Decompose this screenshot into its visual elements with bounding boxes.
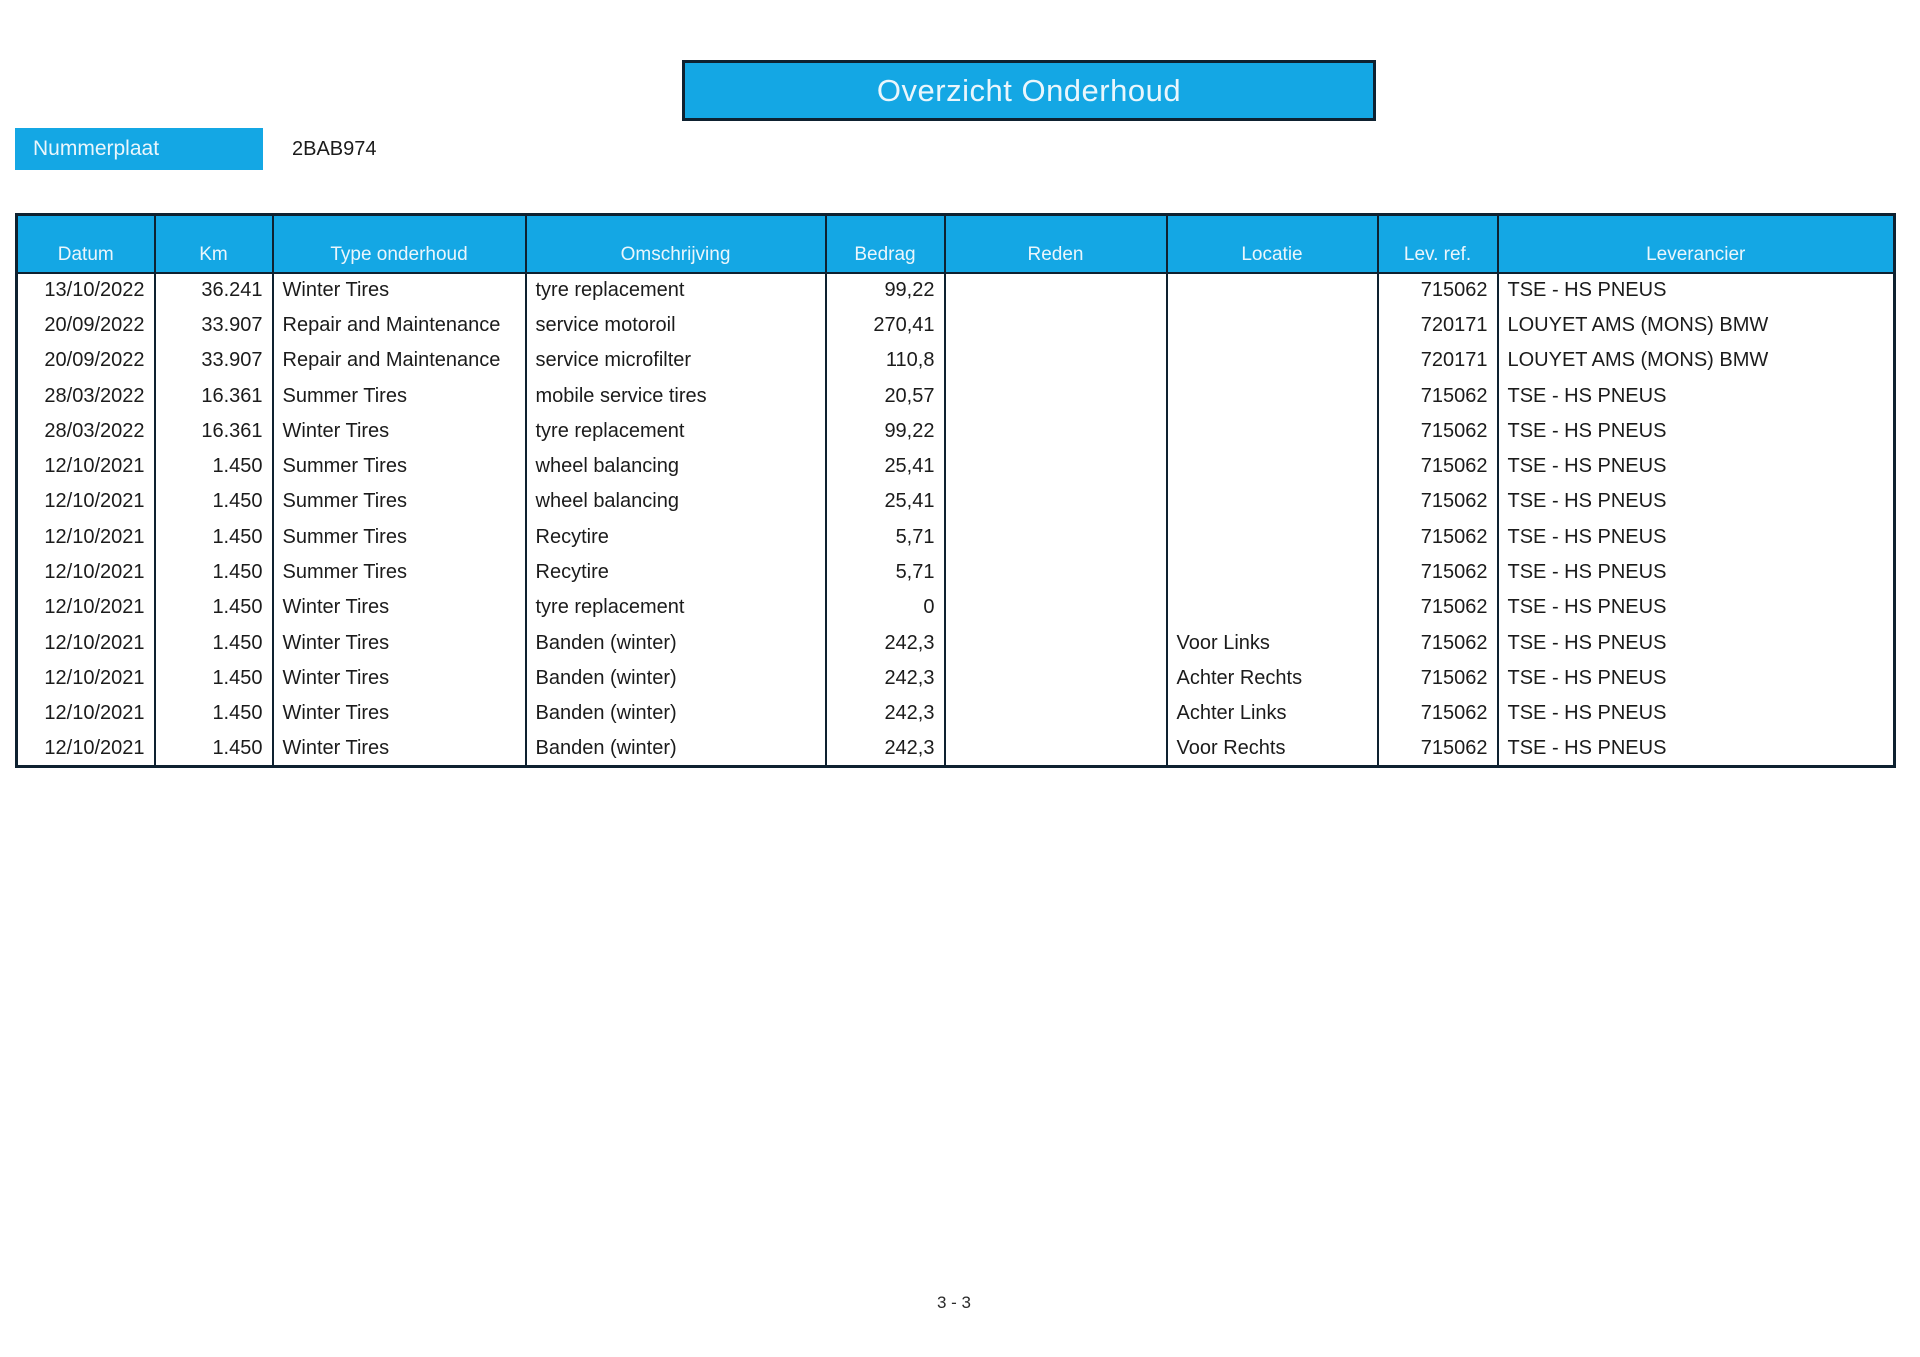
table-row: [17, 696, 1895, 731]
cell-leverancier: TSE - HS PNEUS: [1498, 414, 1895, 449]
cell-type: Winter Tires: [273, 590, 526, 625]
table-row: [17, 520, 1895, 555]
cell-omschrijving: Recytire: [526, 520, 826, 555]
cell-omschrijving: mobile service tires: [526, 378, 826, 413]
cell-type: Winter Tires: [273, 696, 526, 731]
cell-datum: 12/10/2021: [17, 590, 155, 625]
cell-type: Winter Tires: [273, 273, 526, 308]
cell-reden: [945, 484, 1167, 519]
table-body: [17, 273, 1895, 767]
cell-lev_ref: 715062: [1378, 696, 1498, 731]
license-plate-label-text: Nummerplaat: [33, 137, 160, 160]
cell-omschrijving: wheel balancing: [526, 449, 826, 484]
cell-bedrag: 242,3: [826, 696, 945, 731]
cell-locatie: [1167, 343, 1378, 378]
cell-bedrag: 242,3: [826, 731, 945, 766]
cell-omschrijving: service motoroil: [526, 308, 826, 343]
cell-datum: 12/10/2021: [17, 731, 155, 766]
cell-locatie: [1167, 555, 1378, 590]
cell-bedrag: 99,22: [826, 414, 945, 449]
cell-bedrag: 242,3: [826, 625, 945, 660]
cell-datum: 20/09/2022: [17, 343, 155, 378]
cell-lev_ref: 715062: [1378, 520, 1498, 555]
cell-reden: [945, 696, 1167, 731]
cell-bedrag: 0: [826, 590, 945, 625]
cell-datum: 28/03/2022: [17, 414, 155, 449]
cell-datum: 12/10/2021: [17, 696, 155, 731]
cell-km: 1.450: [155, 484, 273, 519]
cell-km: 33.907: [155, 308, 273, 343]
cell-reden: [945, 449, 1167, 484]
cell-reden: [945, 590, 1167, 625]
column-header-omschrijving: Omschrijving: [526, 215, 826, 273]
table-row: [17, 555, 1895, 590]
cell-datum: 12/10/2021: [17, 520, 155, 555]
cell-bedrag: 25,41: [826, 449, 945, 484]
cell-leverancier: TSE - HS PNEUS: [1498, 555, 1895, 590]
cell-locatie: [1167, 378, 1378, 413]
cell-datum: 13/10/2022: [17, 273, 155, 308]
license-plate-value: [292, 128, 377, 170]
cell-km: 1.450: [155, 661, 273, 696]
cell-km: 1.450: [155, 555, 273, 590]
cell-bedrag: 110,8: [826, 343, 945, 378]
cell-leverancier: TSE - HS PNEUS: [1498, 378, 1895, 413]
column-header-type: Type onderhoud: [273, 215, 526, 273]
column-header-km: Km: [155, 215, 273, 273]
cell-leverancier: LOUYET AMS (MONS) BMW: [1498, 308, 1895, 343]
table-header-row: [17, 215, 1895, 273]
cell-locatie: [1167, 308, 1378, 343]
license-plate-label: [15, 128, 263, 170]
cell-locatie: [1167, 590, 1378, 625]
page-title: Overzicht Onderhoud: [876, 72, 1182, 108]
cell-lev_ref: 715062: [1378, 625, 1498, 660]
cell-lev_ref: 715062: [1378, 378, 1498, 413]
cell-locatie: Voor Links: [1167, 625, 1378, 660]
cell-leverancier: TSE - HS PNEUS: [1498, 590, 1895, 625]
cell-bedrag: 5,71: [826, 555, 945, 590]
table-row: [17, 273, 1895, 308]
cell-datum: 12/10/2021: [17, 484, 155, 519]
table-row: [17, 590, 1895, 625]
cell-bedrag: 270,41: [826, 308, 945, 343]
cell-leverancier: TSE - HS PNEUS: [1498, 661, 1895, 696]
cell-locatie: [1167, 414, 1378, 449]
cell-km: 1.450: [155, 449, 273, 484]
cell-type: Summer Tires: [273, 520, 526, 555]
cell-bedrag: 5,71: [826, 520, 945, 555]
cell-datum: 12/10/2021: [17, 625, 155, 660]
cell-reden: [945, 661, 1167, 696]
cell-omschrijving: Banden (winter): [526, 661, 826, 696]
cell-reden: [945, 555, 1167, 590]
cell-km: 36.241: [155, 273, 273, 308]
cell-datum: 12/10/2021: [17, 661, 155, 696]
cell-type: Winter Tires: [273, 414, 526, 449]
cell-km: 1.450: [155, 696, 273, 731]
table-row: [17, 308, 1895, 343]
cell-type: Winter Tires: [273, 625, 526, 660]
cell-lev_ref: 715062: [1378, 414, 1498, 449]
table-row: [17, 661, 1895, 696]
cell-locatie: [1167, 273, 1378, 308]
column-header-locatie: Locatie: [1167, 215, 1378, 273]
cell-omschrijving: Recytire: [526, 555, 826, 590]
cell-type: Summer Tires: [273, 484, 526, 519]
cell-reden: [945, 414, 1167, 449]
maintenance-table: [15, 213, 1896, 768]
cell-omschrijving: service microfilter: [526, 343, 826, 378]
cell-reden: [945, 625, 1167, 660]
cell-type: Summer Tires: [273, 555, 526, 590]
cell-reden: [945, 273, 1167, 308]
cell-type: Summer Tires: [273, 449, 526, 484]
table-row: [17, 625, 1895, 660]
cell-reden: [945, 308, 1167, 343]
cell-lev_ref: 715062: [1378, 731, 1498, 766]
cell-datum: 20/09/2022: [17, 308, 155, 343]
cell-km: 1.450: [155, 520, 273, 555]
cell-leverancier: TSE - HS PNEUS: [1498, 625, 1895, 660]
cell-bedrag: 242,3: [826, 661, 945, 696]
cell-leverancier: TSE - HS PNEUS: [1498, 520, 1895, 555]
cell-leverancier: TSE - HS PNEUS: [1498, 484, 1895, 519]
cell-km: 1.450: [155, 590, 273, 625]
cell-km: 33.907: [155, 343, 273, 378]
table-row: [17, 343, 1895, 378]
cell-leverancier: TSE - HS PNEUS: [1498, 731, 1895, 766]
table-row: [17, 378, 1895, 413]
cell-type: Winter Tires: [273, 661, 526, 696]
cell-omschrijving: tyre replacement: [526, 273, 826, 308]
cell-datum: 28/03/2022: [17, 378, 155, 413]
cell-omschrijving: Banden (winter): [526, 731, 826, 766]
cell-leverancier: TSE - HS PNEUS: [1498, 696, 1895, 731]
cell-locatie: Voor Rechts: [1167, 731, 1378, 766]
cell-lev_ref: 715062: [1378, 590, 1498, 625]
cell-locatie: [1167, 484, 1378, 519]
cell-datum: 12/10/2021: [17, 555, 155, 590]
cell-type: Winter Tires: [273, 731, 526, 766]
cell-locatie: [1167, 449, 1378, 484]
cell-km: 16.361: [155, 378, 273, 413]
cell-leverancier: TSE - HS PNEUS: [1498, 273, 1895, 308]
cell-type: Repair and Maintenance: [273, 308, 526, 343]
cell-locatie: Achter Links: [1167, 696, 1378, 731]
cell-bedrag: 20,57: [826, 378, 945, 413]
cell-leverancier: TSE - HS PNEUS: [1498, 449, 1895, 484]
cell-reden: [945, 731, 1167, 766]
column-header-lev_ref: Lev. ref.: [1378, 215, 1498, 273]
cell-km: 16.361: [155, 414, 273, 449]
cell-omschrijving: wheel balancing: [526, 484, 826, 519]
cell-reden: [945, 343, 1167, 378]
cell-reden: [945, 520, 1167, 555]
cell-lev_ref: 715062: [1378, 273, 1498, 308]
column-header-leverancier: Leverancier: [1498, 215, 1895, 273]
cell-omschrijving: tyre replacement: [526, 414, 826, 449]
cell-locatie: Achter Rechts: [1167, 661, 1378, 696]
cell-type: Summer Tires: [273, 378, 526, 413]
page-number: 3 - 3: [936, 1293, 972, 1312]
table-row: [17, 414, 1895, 449]
cell-lev_ref: 715062: [1378, 484, 1498, 519]
cell-lev_ref: 715062: [1378, 555, 1498, 590]
cell-lev_ref: 720171: [1378, 308, 1498, 343]
cell-locatie: [1167, 520, 1378, 555]
cell-lev_ref: 715062: [1378, 449, 1498, 484]
column-header-reden: Reden: [945, 215, 1167, 273]
cell-omschrijving: tyre replacement: [526, 590, 826, 625]
cell-lev_ref: 720171: [1378, 343, 1498, 378]
cell-bedrag: 25,41: [826, 484, 945, 519]
license-plate-value-text: 2BAB974: [292, 137, 377, 160]
cell-km: 1.450: [155, 731, 273, 766]
column-header-bedrag: Bedrag: [826, 215, 945, 273]
cell-km: 1.450: [155, 625, 273, 660]
table-row: [17, 731, 1895, 766]
cell-bedrag: 99,22: [826, 273, 945, 308]
column-header-datum: Datum: [17, 215, 155, 273]
cell-omschrijving: Banden (winter): [526, 625, 826, 660]
cell-type: Repair and Maintenance: [273, 343, 526, 378]
cell-lev_ref: 715062: [1378, 661, 1498, 696]
table-row: [17, 449, 1895, 484]
cell-omschrijving: Banden (winter): [526, 696, 826, 731]
cell-leverancier: LOUYET AMS (MONS) BMW: [1498, 343, 1895, 378]
table-row: [17, 484, 1895, 519]
cell-datum: 12/10/2021: [17, 449, 155, 484]
title-banner: [682, 60, 1376, 121]
cell-reden: [945, 378, 1167, 413]
